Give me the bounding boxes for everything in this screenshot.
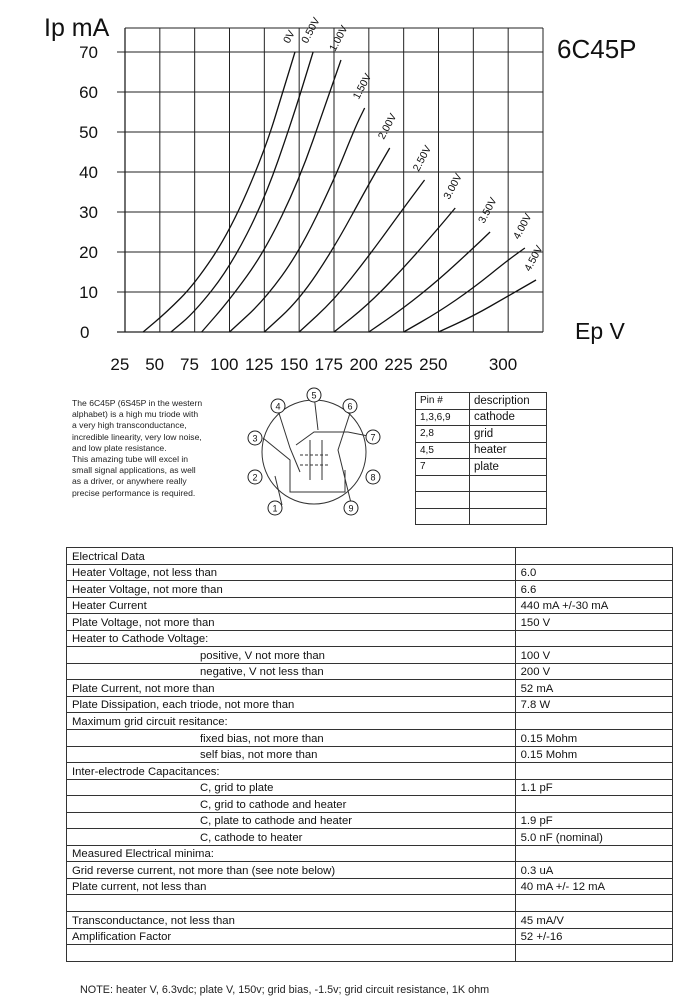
x-tick-label: 150 (279, 355, 309, 374)
spec-label: Heater Voltage, not more than (67, 581, 516, 598)
spec-value: 1.9 pF (515, 812, 672, 829)
chart-title: 6C45P (557, 34, 637, 64)
spec-value: 100 V (515, 647, 672, 664)
description-line: as a driver, or anywhere really (72, 476, 187, 487)
curve-label: 4.00V (510, 211, 535, 242)
pinout-diagram (245, 384, 390, 519)
footnote: NOTE: heater V, 6.3vdc; plate V, 150v; grid bias, -1.5v; grid circuit resistance, 1K ohm (80, 984, 490, 996)
x-tick-label: 50 (145, 355, 165, 374)
pin-number: 4 (275, 401, 281, 412)
chart-grid (117, 28, 546, 332)
spec-value: 200 V (515, 663, 672, 680)
spec-label: Maximum grid circuit resitance: (67, 713, 516, 730)
spec-value: 6.0 (515, 564, 672, 581)
pin-table-header-cell: Pin # (416, 393, 470, 410)
electrical-data-table (66, 547, 673, 962)
spec-value (515, 895, 672, 912)
spec-row (67, 779, 673, 796)
curve-line (264, 148, 389, 332)
spec-row (67, 647, 673, 664)
pin-description-cell: cathode (470, 409, 547, 426)
pin-description-cell (470, 492, 547, 509)
spec-value: 45 mA/V (515, 912, 672, 929)
spec-label: C, grid to cathode and heater (67, 796, 516, 813)
spec-value: 440 mA +/-30 mA (515, 597, 672, 614)
pin-table (415, 392, 547, 525)
pin-description-cell (470, 475, 547, 492)
spec-label: Transconductance, not less than (67, 912, 516, 929)
spec-row (67, 829, 673, 846)
spec-value (515, 630, 672, 647)
x-tick-label: 200 (349, 355, 378, 374)
spec-value (515, 796, 672, 813)
pin-table-row (416, 508, 547, 525)
x-tick-label: 175 (314, 355, 344, 374)
spec-row (67, 763, 673, 780)
chart-curves (143, 16, 545, 332)
chart-ticks (79, 43, 517, 374)
description-line: a very high transconductance, (72, 420, 187, 431)
pin-number: 2 (252, 472, 258, 483)
description-line: and low plate resistance. (72, 442, 167, 453)
spec-row (67, 597, 673, 614)
pin-description-cell: grid (470, 426, 547, 443)
spec-row (67, 895, 673, 912)
curve-line (439, 280, 537, 332)
y-tick-label: 70 (79, 43, 98, 62)
spec-label: fixed bias, not more than (67, 730, 516, 747)
spec-label: Plate Voltage, not more than (67, 614, 516, 631)
spec-label: Plate Current, not more than (67, 680, 516, 697)
pin-number-cell: 7 (416, 459, 470, 476)
curve-label: 1.00V (327, 23, 351, 54)
spec-value: 5.0 nF (nominal) (515, 829, 672, 846)
y-tick-label: 30 (79, 203, 98, 222)
pin-number-cell (416, 492, 470, 509)
spec-label: Measured Electrical minima: (67, 845, 516, 862)
spec-row (67, 548, 673, 565)
spec-label: Inter-electrode Capacitances: (67, 763, 516, 780)
spec-row (67, 581, 673, 598)
spec-row (67, 696, 673, 713)
pin-description-cell (470, 508, 547, 525)
curve-label: 3.00V (441, 171, 465, 202)
spec-row (67, 796, 673, 813)
spec-label: Heater Voltage, not less than (67, 564, 516, 581)
spec-label: C, grid to plate (67, 779, 516, 796)
spec-value (515, 945, 672, 962)
spec-label: positive, V not more than (67, 647, 516, 664)
spec-label: self bias, not more than (67, 746, 516, 763)
pin-number-cell: 2,8 (416, 426, 470, 443)
curve-line (143, 52, 295, 332)
curve-label: 0.50V (299, 15, 323, 46)
spec-label: Electrical Data (67, 548, 516, 565)
curve-label: 2.50V (410, 143, 435, 174)
spec-row (67, 928, 673, 945)
spec-label: Plate Dissipation, each triode, not more than (67, 696, 516, 713)
spec-value: 6.6 (515, 581, 672, 598)
y-tick-label: 40 (79, 163, 98, 182)
pin-number-cell: 1,3,6,9 (416, 409, 470, 426)
spec-value: 0.15 Mohm (515, 746, 672, 763)
description-line: incredible linearity, very low noise, (72, 431, 202, 442)
spec-row (67, 564, 673, 581)
spec-value: 1.1 pF (515, 779, 672, 796)
spec-value: 7.8 W (515, 696, 672, 713)
pin-number-cell: 4,5 (416, 442, 470, 459)
spec-row (67, 630, 673, 647)
spec-label (67, 895, 516, 912)
y-tick-label: 20 (79, 243, 98, 262)
x-axis-label: Ep V (575, 318, 625, 344)
spec-value (515, 713, 672, 730)
pin-number: 7 (370, 432, 376, 443)
spec-value: 150 V (515, 614, 672, 631)
spec-row (67, 812, 673, 829)
spec-value (515, 548, 672, 565)
pin-number: 6 (347, 401, 353, 412)
spec-row (67, 746, 673, 763)
y-axis-label: Ip mA (44, 14, 110, 42)
curve-label: 4.50V (522, 243, 546, 274)
spec-row (67, 663, 673, 680)
curve-line (230, 108, 365, 332)
pin-number: 9 (348, 503, 354, 514)
spec-label: C, plate to cathode and heater (67, 812, 516, 829)
spec-label: Plate current, not less than (67, 878, 516, 895)
description-line: small signal applications, as well (72, 465, 196, 476)
spec-label: Heater to Cathode Voltage: (67, 630, 516, 647)
x-tick-label: 300 (488, 355, 518, 374)
pin-table-row (416, 492, 547, 509)
pin-number: 8 (370, 472, 376, 483)
pin-table-row (416, 459, 547, 476)
spec-label: Grid reverse current, not more than (see note below) (67, 862, 516, 879)
spec-label (67, 945, 516, 962)
curve-label: 1.50V (350, 71, 375, 102)
pin-description-cell: plate (470, 459, 547, 476)
x-tick-label: 75 (180, 355, 199, 374)
plate-curves-chart (0, 0, 673, 380)
pin-table-header-cell: description (470, 393, 547, 410)
spec-value (515, 845, 672, 862)
tube-description (72, 398, 252, 499)
pin-table-row (416, 475, 547, 492)
curve-label: 3.50V (476, 195, 500, 226)
spec-row (67, 878, 673, 895)
spec-value: 40 mA +/- 12 mA (515, 878, 672, 895)
spec-value (515, 763, 672, 780)
y-tick-label: 0 (80, 323, 90, 342)
pin-table-row (416, 409, 547, 426)
spec-label: Heater Current (67, 597, 516, 614)
spec-row (67, 730, 673, 747)
spec-row (67, 862, 673, 879)
x-tick-label: 25 (110, 355, 130, 374)
pin-number-cell (416, 475, 470, 492)
curve-label: 0V (281, 28, 298, 46)
y-tick-label: 10 (79, 283, 98, 302)
pin-number-cell (416, 508, 470, 525)
spec-value: 0.3 uA (515, 862, 672, 879)
spec-value: 0.15 Mohm (515, 730, 672, 747)
pin-table-row (416, 442, 547, 459)
y-tick-label: 60 (79, 83, 98, 102)
pin-table-row (416, 426, 547, 443)
pin-table-header (416, 393, 547, 410)
curve-label: 2.00V (375, 111, 400, 142)
spec-row (67, 614, 673, 631)
spec-row (67, 945, 673, 962)
spec-label: negative, V not less than (67, 663, 516, 680)
spec-value: 52 mA (515, 680, 672, 697)
curve-line (202, 60, 341, 332)
pin-number: 3 (252, 433, 258, 444)
spec-label: Amplification Factor (67, 928, 516, 945)
spec-row (67, 912, 673, 929)
x-tick-label: 100 (210, 355, 239, 374)
description-line: precise performance is required. (72, 487, 196, 498)
y-tick-label: 50 (79, 123, 98, 142)
spec-label: C, cathode to heater (67, 829, 516, 846)
spec-row (67, 713, 673, 730)
pin-number: 1 (272, 503, 278, 514)
pin-number: 5 (311, 390, 317, 401)
x-tick-label: 225 (384, 355, 413, 374)
spec-row (67, 845, 673, 862)
curve-line (171, 52, 313, 332)
pin-description-cell: heater (470, 442, 547, 459)
description-line: The 6C45P (6S45P in the western (72, 398, 203, 408)
description-line: alphabet) is a high mu triode with (72, 409, 199, 420)
description-line: This amazing tube will excel in (72, 454, 189, 465)
spec-row (67, 680, 673, 697)
spec-value: 52 +/-16 (515, 928, 672, 945)
x-tick-label: 125 (244, 355, 274, 374)
x-tick-label: 250 (419, 355, 448, 374)
